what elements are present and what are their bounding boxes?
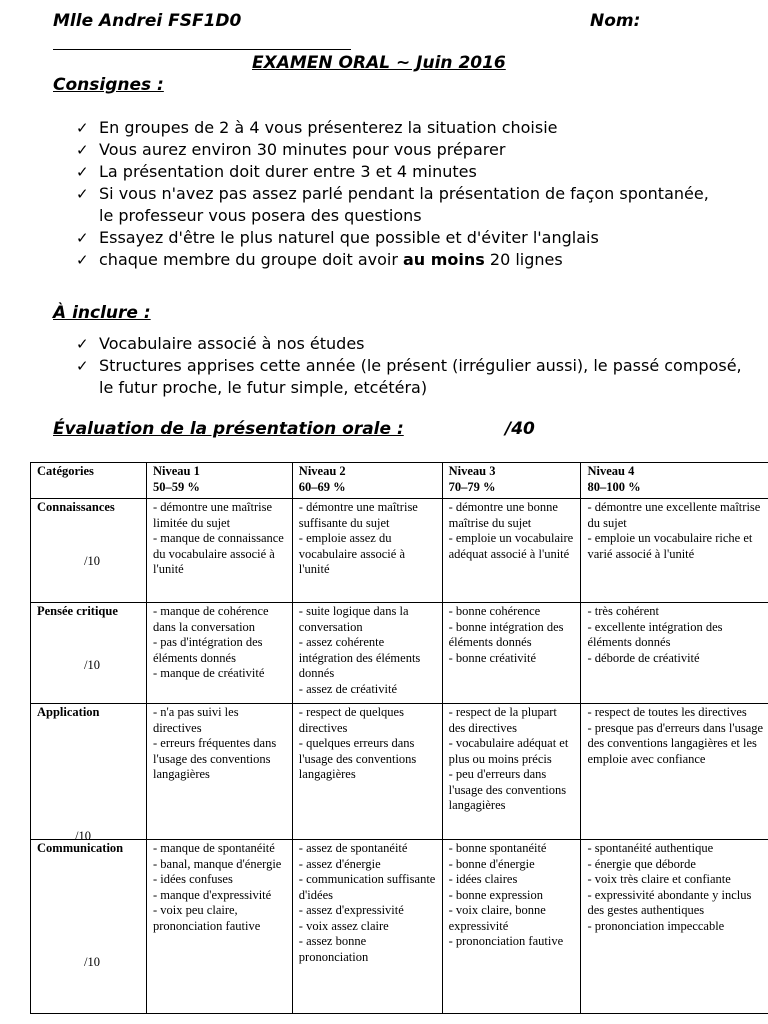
rubric-row-communication [31,840,768,1014]
level-header: Niveau 4 80–100 % [581,463,768,499]
check-icon: ✓ [76,185,89,203]
descriptor-line: - assez bonne prononciation [298,934,369,964]
rubric-row-connaissances [31,499,768,603]
descriptor-line: - voix assez claire [298,918,389,933]
category-cell [31,704,147,843]
descriptor-line: - voix claire, bonne expressivité [448,903,546,933]
descriptor-line: - bonne créativité [448,650,537,665]
descriptor-cell [581,603,768,704]
descriptor-line: - presque pas d'erreurs dans l'usage des conventions langagières et les emploie avec confiance [587,720,764,766]
descriptor-cell [147,499,293,603]
category-cell [31,603,147,704]
descriptor-line: - démontre une maîtrise suffisante du sujet [298,500,418,530]
level-header: Niveau 3 70–79 % [442,463,581,499]
check-icon: ✓ [76,141,89,159]
descriptor-line: - manque de créativité [153,666,265,680]
consigne-item: ✓ Essayez d'être le plus naturel que possible et d'éviter l'anglais [76,228,599,247]
descriptor-line: - énergie que déborde [587,856,696,871]
descriptor-line: - bonne intégration des éléments donnés [448,619,564,649]
inclure-item: ✓ Vocabulaire associé à nos études [76,334,365,353]
descriptor-line: - expressivité abondante y inclus des gestes authentiques [587,887,752,917]
consigne-item: ✓ La présentation doit durer entre 3 et 4 minutes [76,162,477,181]
category-name: Communication [37,841,124,855]
descriptor-line: - assez de spontanéité [298,841,408,855]
consignes-heading: Consignes : [53,75,164,95]
descriptor-line: - démontre une excellente maîtrise du sujet [587,500,761,530]
category-points: /10 [75,829,91,843]
consigne-item: ✓ En groupes de 2 à 4 vous présenterez la situation choisie [76,118,558,137]
category-cell [31,840,147,1014]
rubric-row-pens-e-critique [31,603,768,704]
descriptor-cell [292,840,442,1014]
descriptor-line: - manque de cohérence dans la conversation [153,604,269,634]
descriptor-cell [442,840,581,1014]
rubric-header-row [31,463,768,499]
name-line [53,49,351,50]
rubric-row-application [31,704,768,840]
descriptor-line: - communication suffisante d'idées [298,872,436,902]
check-icon: ✓ [76,335,89,353]
descriptor-line: - erreurs fréquentes dans l'usage des conventions langagières [153,736,277,781]
inclure-list [76,333,756,399]
descriptor-cell [292,704,442,840]
evaluation-line [53,419,535,439]
descriptor-cell [292,499,442,603]
descriptor-cell [442,704,581,840]
descriptor-line: - très cohérent [587,604,659,618]
category-cell [31,499,147,603]
descriptor-line: - suite logique dans la conversation [298,604,409,634]
descriptor-cell [581,499,768,603]
consigne-item: ✓ Vous aurez environ 30 minutes pour vous préparer [76,140,506,159]
descriptor-line: - pas d'intégration des éléments donnés [153,635,263,665]
descriptor-line: - spontanéité authentique [587,841,714,855]
check-icon: ✓ [76,119,89,137]
category-name: Application [37,705,100,719]
descriptor-cell [147,603,293,704]
category-points: /10 [84,955,100,969]
descriptor-line: - manque d'expressivité [153,887,272,902]
descriptor-line: - respect de quelques directives [298,705,404,735]
consigne-item: ✓ chaque membre du groupe doit avoir au moins 20 lignes [76,250,563,269]
evaluation-score: /40 [505,419,535,439]
descriptor-line: - déborde de créativité [587,650,700,665]
check-icon: ✓ [76,251,89,269]
descriptor-line: - emploie un vocabulaire adéquat associé à l'unité [448,531,574,561]
descriptor-line: - manque de spontanéité [153,841,275,855]
category-points: /10 [84,554,100,568]
descriptor-line: - bonne cohérence [448,604,541,618]
level-header: Niveau 2 60–69 % [292,463,442,499]
descriptor-line: - voix très claire et confiante [587,872,731,886]
exam-title: EXAMEN ORAL ~ Juin 2016 [252,53,506,73]
descriptor-line: - n'a pas suivi les directives [153,705,239,735]
name-label: Nom: [590,11,641,31]
descriptor-cell [442,603,581,704]
consigne-item: ✓ Si vous n'avez pas assez parlé pendant la présentation de façon spontanée, le professeur vous posera des questions [76,184,709,225]
descriptor-line: - bonne d'énergie [448,856,535,871]
descriptor-cell [442,499,581,603]
inclure-heading: À inclure : [53,303,151,323]
descriptor-line: - voix peu claire, prononciation fautive [153,903,261,933]
descriptor-line: - prononciation impeccable [587,918,725,933]
consignes-list [76,117,756,271]
descriptor-line: - démontre une bonne maîtrise du sujet [448,500,558,530]
descriptor-line: - prononciation fautive [448,934,564,948]
descriptor-line: - vocabulaire adéquat et plus ou moins précis [448,736,569,766]
descriptor-line: - manque de connaissance du vocabulaire associé à l'unité [153,531,284,576]
descriptor-line: - assez cohérente intégration des éléments donnés [298,635,421,680]
evaluation-title: Évaluation de la présentation orale : [53,419,404,439]
category-points: /10 [84,658,100,672]
level-header: Niveau 1 50–59 % [147,463,293,499]
descriptor-line: - démontre une maîtrise limitée du sujet [153,500,273,530]
check-icon: ✓ [76,357,89,375]
descriptor-line: - emploie assez du vocabulaire associé à l'unité [298,531,405,576]
check-icon: ✓ [76,163,89,181]
categories-header: Catégories [31,463,147,499]
descriptor-cell [581,840,768,1014]
descriptor-cell [147,840,293,1014]
descriptor-line: - respect de la plupart des directives [448,705,557,735]
descriptor-line: - bonne spontanéité [448,841,547,855]
rubric-table [30,462,768,1014]
descriptor-line: - excellente intégration des éléments donnés [587,619,723,649]
descriptor-line: - assez d'énergie [298,856,381,871]
category-name: Connaissances [37,500,115,514]
descriptor-line: - assez d'expressivité [298,903,404,917]
descriptor-cell [292,603,442,704]
inclure-item: ✓ Structures apprises cette année (le présent (irrégulier aussi), le passé composé, le futur proche, le futur simple, etcétéra) [76,356,742,397]
descriptor-line: - assez de créativité [298,681,398,696]
check-icon: ✓ [76,229,89,247]
category-name: Pensée critique [37,604,118,618]
descriptor-line: - emploie un vocabulaire riche et varié associé à l'unité [587,531,753,561]
descriptor-line: - idées claires [448,872,518,886]
descriptor-line: - bonne expression [448,887,544,902]
descriptor-line: - respect de toutes les directives [587,705,747,719]
teacher-name: Mlle Andrei FSF1D0 [53,11,242,31]
descriptor-cell [581,704,768,840]
descriptor-line: - banal, manque d'énergie [153,856,282,871]
descriptor-line: - quelques erreurs dans l'usage des conventions langagières [298,736,417,781]
descriptor-line: - idées confuses [153,872,233,886]
descriptor-cell [147,704,293,840]
descriptor-line: - peu d'erreurs dans l'usage des conventions langagières [448,767,567,812]
